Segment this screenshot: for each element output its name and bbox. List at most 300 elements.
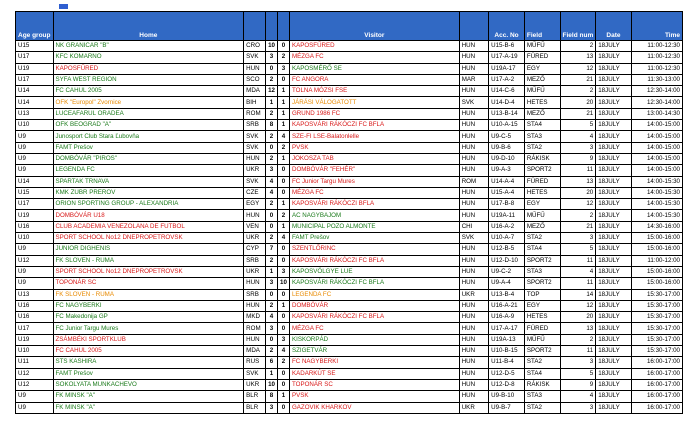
table-row[interactable] — [16, 312, 683, 323]
visitor-country-cell: HUN — [459, 142, 488, 153]
field-cell: SPORT2 — [524, 165, 560, 176]
field-num-cell: 20 — [560, 97, 596, 108]
field-cell: MŰFŰ — [524, 41, 560, 52]
visitor-score-cell: 0 — [278, 244, 290, 255]
field-num-cell: 13 — [560, 323, 596, 334]
visitor-team-cell: TOLNA MÓZSI FSE — [289, 86, 459, 97]
home-team-cell: DOMBÓVÁR U18 — [53, 210, 244, 221]
visitor-team-cell: KAPOSMÉRŐ SE — [289, 63, 459, 74]
home-score-cell: 10 — [266, 41, 278, 52]
visitor-country-cell: HUN — [459, 300, 488, 311]
age-group-cell: U19 — [16, 63, 54, 74]
visitor-country-cell: HUN — [459, 199, 488, 210]
field-cell: MŰFŰ — [524, 86, 560, 97]
col-date[interactable]: Date — [596, 12, 631, 41]
home-score-cell: 3 — [266, 165, 278, 176]
home-score-cell: 3 — [266, 402, 278, 413]
field-num-cell: 2 — [560, 334, 596, 345]
visitor-score-cell: 1 — [278, 391, 290, 402]
home-score-cell: 2 — [266, 233, 278, 244]
field-num-cell: 21 — [560, 221, 596, 232]
table-row[interactable] — [16, 108, 683, 119]
home-score-cell: 1 — [266, 97, 278, 108]
visitor-team-cell: KAPOSVÁRI RÁKÓCZI FC BFLA — [289, 312, 459, 323]
age-group-cell: U9 — [16, 131, 54, 142]
col-home[interactable]: Home — [53, 12, 244, 41]
visitor-country-cell: HUN — [459, 255, 488, 266]
visitor-team-cell: KAPOSFŰRED — [289, 41, 459, 52]
visitor-team-cell: MÉZGA FC — [289, 52, 459, 63]
field-cell: MEZŐ — [524, 74, 560, 85]
table-row[interactable] — [16, 402, 683, 413]
age-group-cell: U17 — [16, 52, 54, 63]
field-num-cell: 12 — [560, 63, 596, 74]
time-cell: 16:00-17:00 — [631, 357, 682, 368]
table-row[interactable] — [16, 165, 683, 176]
home-country-cell: EGY — [244, 199, 266, 210]
col-field-num[interactable]: Field num — [560, 12, 596, 41]
visitor-score-cell: 0 — [278, 312, 290, 323]
date-cell: 18JULY — [596, 402, 631, 413]
visitor-country-cell: HUN — [459, 41, 488, 52]
home-score-cell: 4 — [266, 176, 278, 187]
visitor-team-cell: SZENTLŐRINC — [289, 244, 459, 255]
time-cell: 15:30-17:00 — [631, 323, 682, 334]
table-row[interactable] — [16, 334, 683, 345]
visitor-score-cell: 1 — [278, 221, 290, 232]
date-cell: 18JULY — [596, 131, 631, 142]
visitor-team-cell: JÁRÁSI VÁLOGATOTT — [289, 97, 459, 108]
visitor-team-cell: KAPOSVÁRI RÁKÓCZI FC BFLA — [289, 120, 459, 131]
table-row[interactable] — [16, 278, 683, 289]
visitor-score-cell: 3 — [278, 63, 290, 74]
visitor-score-cell: 0 — [278, 289, 290, 300]
table-row[interactable] — [16, 153, 683, 164]
field-num-cell: 4 — [560, 266, 596, 277]
table-row[interactable] — [16, 289, 683, 300]
age-group-cell: U17 — [16, 323, 54, 334]
date-cell: 18JULY — [596, 334, 631, 345]
home-team-cell: FC Makedonija GP — [53, 312, 244, 323]
visitor-team-cell: FC NAGYBERKI — [289, 357, 459, 368]
visitor-score-cell: 1 — [278, 153, 290, 164]
visitor-country-cell: UKR — [459, 402, 488, 413]
home-country-cell: BLR — [244, 391, 266, 402]
home-team-cell: STS KASHIRA — [53, 357, 244, 368]
home-team-cell: DOMBÓVÁR "PIROS" — [53, 153, 244, 164]
home-country-cell: ROM — [244, 323, 266, 334]
visitor-country-cell: MAR — [459, 74, 488, 85]
acc-no-cell: U12-D-10 — [489, 255, 525, 266]
age-group-cell: U9 — [16, 266, 54, 277]
field-num-cell: 21 — [560, 74, 596, 85]
col-visitor-score — [278, 12, 290, 41]
visitor-team-cell: KAPOSVÁRI RÁKÓCZI FC BFLA — [289, 278, 459, 289]
home-country-cell: CRO — [244, 41, 266, 52]
field-num-cell: 20 — [560, 312, 596, 323]
date-cell: 18JULY — [596, 300, 631, 311]
time-cell: 15:30-17:00 — [631, 334, 682, 345]
acc-no-cell: U14-A-4 — [489, 176, 525, 187]
home-score-cell: 0 — [266, 221, 278, 232]
home-country-cell: CZE — [244, 187, 266, 198]
visitor-team-cell: TOPONÁR SC — [289, 379, 459, 390]
visitor-team-cell: PVSK — [289, 142, 459, 153]
visitor-team-cell: KISKORPÁD — [289, 334, 459, 345]
visitor-score-cell: 3 — [278, 334, 290, 345]
acc-no-cell: U9-A-4 — [489, 278, 525, 289]
visitor-team-cell: MÉZGA FC — [289, 323, 459, 334]
home-country-cell: HUN — [244, 278, 266, 289]
time-cell: 14:00-15:30 — [631, 199, 682, 210]
visitor-team-cell: KAPOSVÖLGYE LUE — [289, 266, 459, 277]
home-country-cell: SRB — [244, 255, 266, 266]
acc-no-cell: U19A-11 — [489, 210, 525, 221]
home-country-cell: MDA — [244, 346, 266, 357]
date-cell: 18JULY — [596, 323, 631, 334]
table-row[interactable] — [16, 368, 683, 379]
date-cell: 18JULY — [596, 52, 631, 63]
table-row[interactable] — [16, 41, 683, 52]
age-group-cell: U16 — [16, 300, 54, 311]
home-score-cell: 2 — [266, 300, 278, 311]
visitor-country-cell: HUN — [459, 357, 488, 368]
field-cell: FÜRED — [524, 176, 560, 187]
age-group-cell: U9 — [16, 153, 54, 164]
age-group-cell: U19 — [16, 334, 54, 345]
table-row[interactable] — [16, 300, 683, 311]
home-team-cell: SOKOLYATA MUNKACHEVO — [53, 379, 244, 390]
field-num-cell: 4 — [560, 391, 596, 402]
age-group-cell: U17 — [16, 74, 54, 85]
visitor-team-cell: DOMBÓVÁR "FEHÉR" — [289, 165, 459, 176]
time-cell: 13:00-14:30 — [631, 108, 682, 119]
visitor-team-cell: MUNICIPAL POZO ALMONTE — [289, 221, 459, 232]
home-team-cell: FC CAHUL 2005 — [53, 86, 244, 97]
home-score-cell: 1 — [266, 266, 278, 277]
field-cell: EGY — [524, 199, 560, 210]
table-row[interactable] — [16, 131, 683, 142]
field-num-cell: 21 — [560, 108, 596, 119]
time-cell: 12:30-14:00 — [631, 97, 682, 108]
home-country-cell: UKR — [244, 165, 266, 176]
home-score-cell: 0 — [266, 210, 278, 221]
field-cell: STA2 — [524, 142, 560, 153]
field-num-cell: 13 — [560, 176, 596, 187]
home-team-cell: OFK "Europol" Zvornice — [53, 97, 244, 108]
age-group-cell: U9 — [16, 244, 54, 255]
home-team-cell: FC NAGYBERKI — [53, 300, 244, 311]
time-cell: 11:30-13:00 — [631, 74, 682, 85]
age-group-cell: U9 — [16, 278, 54, 289]
visitor-country-cell: HUN — [459, 210, 488, 221]
time-cell: 15:00-16:00 — [631, 244, 682, 255]
home-score-cell: 0 — [266, 142, 278, 153]
field-cell: MŰFŰ — [524, 334, 560, 345]
table-row[interactable] — [16, 391, 683, 402]
visitor-score-cell: 2 — [278, 52, 290, 63]
home-country-cell: MKD — [244, 312, 266, 323]
table-row[interactable] — [16, 233, 683, 244]
col-time[interactable]: Time — [631, 12, 682, 41]
age-group-cell: U9 — [16, 402, 54, 413]
date-cell: 18JULY — [596, 63, 631, 74]
home-team-cell: FK MINSK "A" — [53, 391, 244, 402]
field-num-cell: 3 — [560, 402, 596, 413]
age-group-cell: U19 — [16, 210, 54, 221]
home-score-cell: 1 — [266, 368, 278, 379]
age-group-cell: U14 — [16, 97, 54, 108]
visitor-team-cell: AC NAGYBAJOM — [289, 210, 459, 221]
visitor-country-cell: SVK — [459, 233, 488, 244]
date-cell: 18JULY — [596, 368, 631, 379]
table-row[interactable] — [16, 74, 683, 85]
home-score-cell: 7 — [266, 244, 278, 255]
visitor-country-cell: UKR — [459, 289, 488, 300]
date-cell: 18JULY — [596, 120, 631, 131]
date-cell: 18JULY — [596, 199, 631, 210]
table-row[interactable] — [16, 199, 683, 210]
table-row[interactable] — [16, 52, 683, 63]
home-country-cell: RUS — [244, 357, 266, 368]
field-cell: MEZŐ — [524, 108, 560, 119]
home-team-cell: KMK ZUBR PREROV — [53, 187, 244, 198]
date-cell: 18JULY — [596, 41, 631, 52]
time-cell: 16:00-17:00 — [631, 391, 682, 402]
visitor-score-cell: 1 — [278, 108, 290, 119]
date-cell: 18JULY — [596, 244, 631, 255]
home-score-cell: 6 — [266, 357, 278, 368]
time-cell: 11:00-12:00 — [631, 255, 682, 266]
visitor-score-cell: 2 — [278, 142, 290, 153]
home-country-cell: SVK — [244, 142, 266, 153]
date-cell: 18JULY — [596, 379, 631, 390]
table-row[interactable] — [16, 120, 683, 131]
home-score-cell: 10 — [266, 379, 278, 390]
col-field[interactable]: Field — [524, 12, 560, 41]
home-score-cell: 12 — [266, 86, 278, 97]
home-score-cell: 2 — [266, 131, 278, 142]
home-country-cell: HUN — [244, 63, 266, 74]
age-group-cell: U15 — [16, 41, 54, 52]
home-team-cell: ORION SPORTING GROUP - ALEXANDRIA — [53, 199, 244, 210]
table-row[interactable] — [16, 357, 683, 368]
table-row[interactable] — [16, 86, 683, 97]
table-row[interactable] — [16, 187, 683, 198]
home-score-cell: 2 — [266, 346, 278, 357]
home-team-cell: ZSÁMBÉKI SPORTKLUB — [53, 334, 244, 345]
home-country-cell: SVK — [244, 131, 266, 142]
field-num-cell: 5 — [560, 120, 596, 131]
time-cell: 16:00-17:00 — [631, 368, 682, 379]
table-body — [16, 41, 683, 414]
visitor-team-cell: JOKOSZA TAB — [289, 153, 459, 164]
table-row[interactable] — [16, 244, 683, 255]
header-row — [16, 12, 683, 41]
field-num-cell: 5 — [560, 368, 596, 379]
visitor-country-cell: HUN — [459, 278, 488, 289]
col-age-group[interactable]: Age group — [16, 12, 54, 41]
field-cell: STA3 — [524, 391, 560, 402]
field-num-cell: 12 — [560, 199, 596, 210]
home-score-cell: 0 — [266, 289, 278, 300]
col-visitor-code — [459, 12, 488, 41]
acc-no-cell: U11-B-4 — [489, 357, 525, 368]
field-cell: STA2 — [524, 402, 560, 413]
acc-no-cell: U12-D-8 — [489, 379, 525, 390]
visitor-country-cell: HUN — [459, 63, 488, 74]
acc-no-cell: U9-A-3 — [489, 165, 525, 176]
field-num-cell: 12 — [560, 300, 596, 311]
visitor-team-cell: DOMBÓVÁR — [289, 300, 459, 311]
table-row[interactable] — [16, 266, 683, 277]
acc-no-cell: U13-B-14 — [489, 108, 525, 119]
visitor-country-cell: HUN — [459, 379, 488, 390]
home-team-cell: FK SLOVEN - RUMA — [53, 255, 244, 266]
field-num-cell: 11 — [560, 165, 596, 176]
home-country-cell: BLR — [244, 402, 266, 413]
visitor-team-cell: PVSK — [289, 391, 459, 402]
table-row[interactable] — [16, 346, 683, 357]
home-score-cell: 0 — [266, 334, 278, 345]
table-row[interactable] — [16, 210, 683, 221]
age-group-cell: U10 — [16, 346, 54, 357]
visitor-score-cell: 0 — [278, 255, 290, 266]
visitor-country-cell: SVK — [459, 97, 488, 108]
home-country-cell: HUN — [244, 210, 266, 221]
time-cell: 11:00-12:30 — [631, 63, 682, 74]
home-score-cell: 8 — [266, 391, 278, 402]
home-country-cell: MDA — [244, 86, 266, 97]
home-score-cell: 2 — [266, 74, 278, 85]
home-team-cell: FC CAHUL 2005 — [53, 346, 244, 357]
field-cell: EGY — [524, 63, 560, 74]
home-team-cell: NK GRANICAR "B" — [53, 41, 244, 52]
home-score-cell: 3 — [266, 52, 278, 63]
field-cell: STA4 — [524, 244, 560, 255]
date-cell: 18JULY — [596, 266, 631, 277]
age-group-cell: U17 — [16, 199, 54, 210]
date-cell: 18JULY — [596, 210, 631, 221]
acc-no-cell: U15-A-4 — [489, 187, 525, 198]
home-score-cell: 8 — [266, 120, 278, 131]
visitor-team-cell: KADARKÚT SE — [289, 368, 459, 379]
field-num-cell: 13 — [560, 52, 596, 63]
home-team-cell: SPORT SCHOOL No12 DNEPROPETROVSK — [53, 266, 244, 277]
visitor-score-cell: 0 — [278, 41, 290, 52]
time-cell: 14:00-15:00 — [631, 131, 682, 142]
visitor-country-cell: HUN — [459, 131, 488, 142]
visitor-score-cell: 1 — [278, 97, 290, 108]
field-num-cell: 11 — [560, 255, 596, 266]
date-cell: 18JULY — [596, 255, 631, 266]
time-cell: 14:00-15:30 — [631, 176, 682, 187]
field-num-cell: 2 — [560, 210, 596, 221]
field-cell: RÁKISK — [524, 379, 560, 390]
home-team-cell: FC Junior Targu Mures — [53, 323, 244, 334]
age-group-cell: U12 — [16, 379, 54, 390]
col-home-code — [244, 12, 266, 41]
field-cell: FÜRED — [524, 52, 560, 63]
field-num-cell: 9 — [560, 153, 596, 164]
visitor-country-cell: HUN — [459, 120, 488, 131]
table-row[interactable] — [16, 323, 683, 334]
time-cell: 16:00-17:00 — [631, 402, 682, 413]
home-team-cell: FAMT Prešov — [53, 142, 244, 153]
field-cell: HETES — [524, 312, 560, 323]
col-acc-no[interactable]: Acc. No — [489, 12, 525, 41]
home-score-cell: 2 — [266, 199, 278, 210]
visitor-country-cell: CHI — [459, 221, 488, 232]
date-cell: 18JULY — [596, 312, 631, 323]
home-score-cell: 2 — [266, 153, 278, 164]
col-visitor[interactable]: Visitor — [289, 12, 459, 41]
date-cell: 18JULY — [596, 74, 631, 85]
table-row[interactable] — [16, 176, 683, 187]
home-team-cell: SPORT SCHOOL No12 DNEPROPETROVSK — [53, 233, 244, 244]
acc-no-cell: U9-D-10 — [489, 153, 525, 164]
age-group-cell: U10 — [16, 233, 54, 244]
visitor-score-cell: 1 — [278, 120, 290, 131]
table-row[interactable] — [16, 142, 683, 153]
acc-no-cell: U17-B-8 — [489, 199, 525, 210]
table-row[interactable] — [16, 255, 683, 266]
home-team-cell: FK SLOVEN - RUMA — [53, 289, 244, 300]
field-cell: STA4 — [524, 120, 560, 131]
col-home-score — [266, 12, 278, 41]
table-row[interactable] — [16, 97, 683, 108]
home-team-cell: KAPOSFŰRED — [53, 63, 244, 74]
home-team-cell: SPARTAK TRNAVA — [53, 176, 244, 187]
visitor-score-cell: 0 — [278, 368, 290, 379]
field-cell: SPORT2 — [524, 255, 560, 266]
field-num-cell: 3 — [560, 142, 596, 153]
home-team-cell: LUCEAFARUL ORADEA — [53, 108, 244, 119]
field-cell: STA4 — [524, 368, 560, 379]
home-score-cell: 0 — [266, 63, 278, 74]
time-cell: 12:30-14:00 — [631, 86, 682, 97]
age-group-cell: U11 — [16, 357, 54, 368]
visitor-team-cell: FC ANGORA — [289, 74, 459, 85]
home-team-cell: FAMT Prešov — [53, 368, 244, 379]
visitor-country-cell: HUN — [459, 346, 488, 357]
field-cell: STA2 — [524, 357, 560, 368]
time-cell: 14:00-15:00 — [631, 153, 682, 164]
acc-no-cell: U13-B-4 — [489, 289, 525, 300]
time-cell: 15:30-17:00 — [631, 312, 682, 323]
field-cell: STA3 — [524, 131, 560, 142]
visitor-country-cell: HUN — [459, 153, 488, 164]
home-country-cell: HUN — [244, 334, 266, 345]
home-team-cell: FK MINSK "A" — [53, 402, 244, 413]
acc-no-cell: U17-A-2 — [489, 74, 525, 85]
table-row[interactable] — [16, 379, 683, 390]
visitor-country-cell: HUN — [459, 52, 488, 63]
age-group-cell: U15 — [16, 187, 54, 198]
table-row[interactable] — [16, 221, 683, 232]
time-cell: 14:00-15:00 — [631, 142, 682, 153]
field-cell: MŰFŰ — [524, 210, 560, 221]
acc-no-cell: U10-B-15 — [489, 346, 525, 357]
acc-no-cell: U9-B-6 — [489, 142, 525, 153]
date-cell: 18JULY — [596, 142, 631, 153]
visitor-score-cell: 2 — [278, 210, 290, 221]
field-cell: SPORT2 — [524, 278, 560, 289]
visitor-score-cell: 0 — [278, 176, 290, 187]
table-row[interactable] — [16, 63, 683, 74]
age-group-cell: U12 — [16, 368, 54, 379]
acc-no-cell: U16-A-2 — [489, 221, 525, 232]
